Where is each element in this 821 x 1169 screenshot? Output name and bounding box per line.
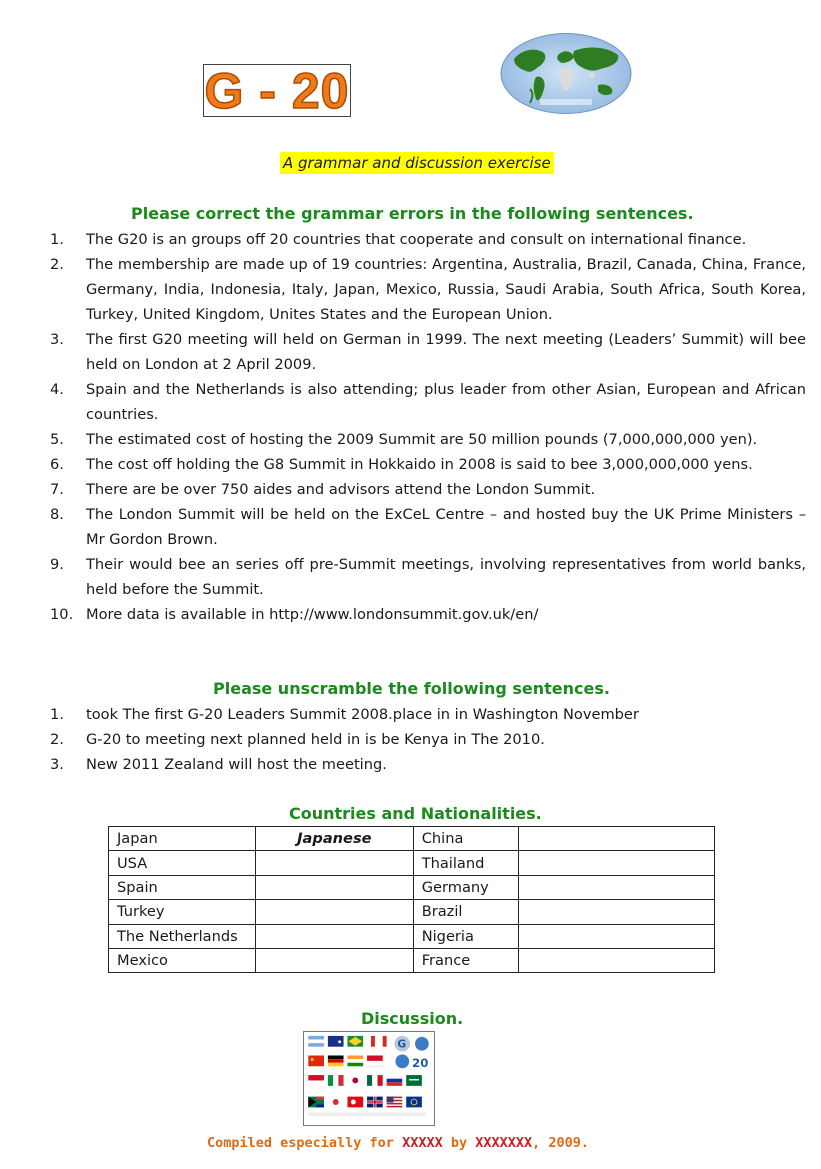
list-item: 4. Spain and the Netherlands is also attending; plus leader from other Asian, European and African countries. bbox=[50, 377, 806, 427]
country-cell: Turkey bbox=[109, 900, 256, 924]
table-row bbox=[109, 851, 715, 875]
list-number: 5. bbox=[50, 431, 64, 448]
country-cell: Mexico bbox=[109, 948, 256, 972]
country-cell: France bbox=[413, 948, 518, 972]
table-row bbox=[109, 875, 715, 899]
nationality-cell bbox=[518, 875, 714, 899]
list-item: 8. The London Summit will be held on the ExCeL Centre – and hosted buy the UK Prime Ministers – Mr Gordon Brown. bbox=[50, 502, 806, 552]
list-item: 1. took The first G-20 Leaders Summit 2008.place in in Washington November bbox=[50, 702, 806, 727]
list-item: 3. The first G20 meeting will held on German in 1999. The next meeting (Leaders’ Summit) will bee held on London at 2 April 2009. bbox=[50, 327, 806, 377]
list-number: 1. bbox=[50, 231, 64, 248]
discussion-heading: Discussion. bbox=[361, 1009, 464, 1028]
country-cell: USA bbox=[109, 851, 256, 875]
list-item: 10. More data is available in http://www.londonsummit.gov.uk/en/ bbox=[50, 602, 806, 627]
countries-table bbox=[108, 826, 715, 973]
table-row bbox=[109, 948, 715, 972]
g20-flags-icon bbox=[303, 1031, 435, 1126]
list-number: 7. bbox=[50, 481, 64, 498]
countries-heading: Countries and Nationalities. bbox=[289, 804, 542, 823]
list-item: 5. The estimated cost of hosting the 2009 Summit are 50 million pounds (7,000,000,000 yen). bbox=[50, 427, 806, 452]
svg-text:20: 20 bbox=[412, 1056, 429, 1071]
list-item: 9. Their would bee an series off pre-Summit meetings, involving representatives from world banks, held before the Summit. bbox=[50, 552, 806, 602]
country-cell: Germany bbox=[413, 875, 518, 899]
footer-credit bbox=[207, 1135, 589, 1151]
country-cell: Thailand bbox=[413, 851, 518, 875]
list-number: 2. bbox=[50, 731, 64, 748]
footer-middle: by bbox=[442, 1135, 476, 1151]
footer-suffix: , 2009. bbox=[532, 1135, 590, 1151]
table-row bbox=[109, 827, 715, 851]
nationality-cell: Japanese bbox=[255, 827, 413, 851]
country-cell: Spain bbox=[109, 875, 256, 899]
list-item: 6. The cost off holding the G8 Summit in Hokkaido in 2008 is said to bee 3,000,000,000 yens. bbox=[50, 452, 806, 477]
correct-list bbox=[50, 227, 806, 627]
world-map-icon bbox=[500, 33, 632, 114]
list-number: 6. bbox=[50, 456, 64, 473]
list-item: 2. The membership are made up of 19 countries: Argentina, Australia, Brazil, Canada, China, France, Germany, India, Indonesia, Italy, Japan, Mexico, Russia, Saudi Arabia, South Africa, South Korea, Turkey, United Kingdom, Unites States and the European Union. bbox=[50, 252, 806, 327]
list-number: 10. bbox=[50, 606, 74, 623]
list-item: 2. G-20 to meeting next planned held in is be Kenya in The 2010. bbox=[50, 727, 806, 752]
list-item: 1. The G20 is an groups off 20 countries that cooperate and consult on international finance. bbox=[50, 227, 806, 252]
country-cell: Nigeria bbox=[413, 924, 518, 948]
nationality-cell bbox=[255, 948, 413, 972]
unscramble-list bbox=[50, 702, 806, 777]
list-number: 3. bbox=[50, 756, 64, 773]
correct-heading: Please correct the grammar errors in the following sentences. bbox=[131, 204, 694, 223]
country-cell: The Netherlands bbox=[109, 924, 256, 948]
list-number: 2. bbox=[50, 256, 64, 273]
nationality-cell bbox=[518, 948, 714, 972]
footer-name: XXXXX bbox=[402, 1135, 443, 1151]
svg-text:G: G bbox=[397, 1037, 407, 1051]
nationality-cell bbox=[518, 924, 714, 948]
footer-author: XXXXXXX bbox=[475, 1135, 533, 1151]
nationality-cell bbox=[518, 851, 714, 875]
unscramble-heading: Please unscramble the following sentences. bbox=[213, 679, 610, 698]
subtitle: A grammar and discussion exercise bbox=[280, 152, 554, 174]
nationality-cell bbox=[255, 851, 413, 875]
list-item: 3. New 2011 Zealand will host the meeting. bbox=[50, 752, 806, 777]
list-number: 8. bbox=[50, 506, 64, 523]
nationality-cell bbox=[255, 900, 413, 924]
list-number: 4. bbox=[50, 381, 64, 398]
list-number: 1. bbox=[50, 706, 64, 723]
country-cell: Brazil bbox=[413, 900, 518, 924]
country-cell: Japan bbox=[109, 827, 256, 851]
country-cell: China bbox=[413, 827, 518, 851]
nationality-cell bbox=[255, 924, 413, 948]
title-box bbox=[203, 64, 351, 117]
nationality-cell bbox=[255, 875, 413, 899]
nationality-cell bbox=[518, 827, 714, 851]
table-row bbox=[109, 900, 715, 924]
footer-prefix: Compiled especially for bbox=[207, 1135, 403, 1151]
list-number: 3. bbox=[50, 331, 64, 348]
list-item: 7. There are be over 750 aides and advisors attend the London Summit. bbox=[50, 477, 806, 502]
page-title: G - 20 bbox=[204, 62, 350, 119]
nationality-cell bbox=[518, 900, 714, 924]
table-row bbox=[109, 924, 715, 948]
list-number: 9. bbox=[50, 556, 64, 573]
